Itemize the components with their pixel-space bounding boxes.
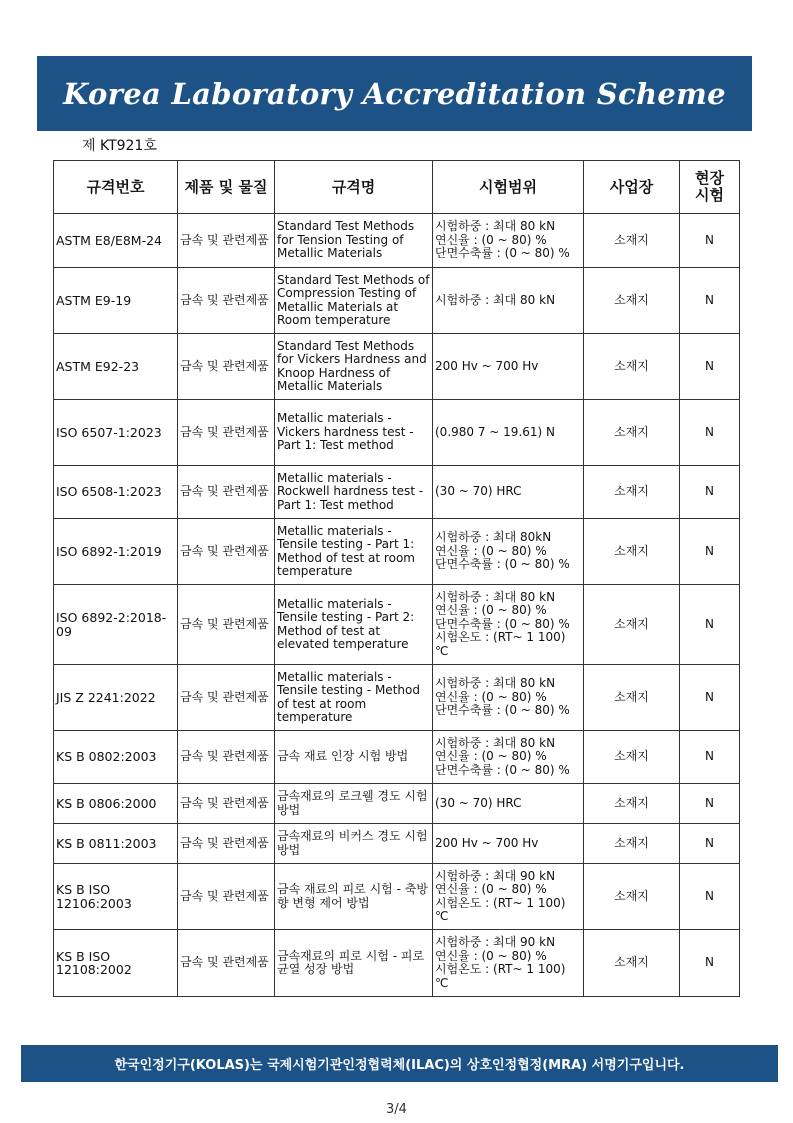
test-range-cell: 시험하중 : 최대 80kN 연신율 : (0 ~ 80) % 단면수축률 : (0 ~ 80) % (433, 519, 584, 585)
site-cell: 소재지 (584, 519, 680, 585)
standard-name-cell: Standard Test Methods of Compression Testing of Metallic Materials at Room temperature (275, 268, 433, 334)
product-cell: 금속 및 관련제품 (178, 930, 275, 997)
product-cell: 금속 및 관련제품 (178, 268, 275, 334)
test-range-cell: (30 ~ 70) HRC (433, 784, 584, 824)
table-row (54, 784, 740, 824)
standard-name-cell: Standard Test Methods for Vickers Hardness and Knoop Hardness of Metallic Materials (275, 334, 433, 400)
table-row (54, 268, 740, 334)
field-test-cell: N (680, 864, 740, 930)
product-cell: 금속 및 관련제품 (178, 334, 275, 400)
product-cell: 금속 및 관련제품 (178, 400, 275, 466)
table-row (54, 334, 740, 400)
product-cell: 금속 및 관련제품 (178, 466, 275, 519)
field-test-cell: N (680, 334, 740, 400)
standard-number-cell: KS B ISO 12108:2002 (54, 930, 178, 997)
column-header: 규격번호 (54, 161, 178, 214)
test-range-cell: 200 Hv ~ 700 Hv (433, 824, 584, 864)
test-range-cell: 200 Hv ~ 700 Hv (433, 334, 584, 400)
header-banner (37, 56, 752, 131)
site-cell: 소재지 (584, 731, 680, 784)
standard-number-cell: JIS Z 2241:2022 (54, 665, 178, 731)
standard-name-cell: Standard Test Methods for Tension Testing of Metallic Materials (275, 214, 433, 268)
field-test-cell: N (680, 400, 740, 466)
field-test-cell: N (680, 665, 740, 731)
footer-band (21, 1045, 778, 1082)
banner-title: Korea Laboratory Accreditation Scheme (63, 76, 726, 111)
product-cell: 금속 및 관련제품 (178, 214, 275, 268)
site-cell: 소재지 (584, 268, 680, 334)
standard-name-cell: 금속 재료 인장 시험 방법 (275, 731, 433, 784)
standard-name-cell: Metallic materials - Vickers hardness test - Part 1: Test method (275, 400, 433, 466)
standard-name-cell: Metallic materials - Tensile testing - Part 1: Method of test at room temperature (275, 519, 433, 585)
site-cell: 소재지 (584, 400, 680, 466)
standard-name-cell: 금속 재료의 피로 시험 - 축방향 변형 제어 방법 (275, 864, 433, 930)
standard-number-cell: KS B 0806:2000 (54, 784, 178, 824)
table-row (54, 731, 740, 784)
field-test-cell: N (680, 930, 740, 997)
product-cell: 금속 및 관련제품 (178, 519, 275, 585)
standard-name-cell: 금속재료의 비커스 경도 시험 방법 (275, 824, 433, 864)
test-range-cell: 시험하중 : 최대 80 kN 연신율 : (0 ~ 80) % 단면수축률 : (0 ~ 80) % (433, 731, 584, 784)
field-test-cell: N (680, 824, 740, 864)
column-header: 현장 시험 (680, 161, 740, 214)
table-row (54, 585, 740, 665)
standard-name-cell: Metallic materials - Rockwell hardness test - Part 1: Test method (275, 466, 433, 519)
test-range-cell: 시험하중 : 최대 80 kN 연신율 : (0 ~ 80) % 단면수축률 : (0 ~ 80) % 시험온도 : (RT~ 1 100) ℃ (433, 585, 584, 665)
product-cell: 금속 및 관련제품 (178, 824, 275, 864)
standard-number-cell: ASTM E92-23 (54, 334, 178, 400)
standard-number-cell: KS B 0802:2003 (54, 731, 178, 784)
field-test-cell: N (680, 784, 740, 824)
table-row (54, 930, 740, 997)
table-row (54, 665, 740, 731)
product-cell: 금속 및 관련제품 (178, 784, 275, 824)
table-row (54, 400, 740, 466)
site-cell: 소재지 (584, 784, 680, 824)
site-cell: 소재지 (584, 665, 680, 731)
standard-name-cell: 금속재료의 로크웰 경도 시험 방법 (275, 784, 433, 824)
standard-name-cell: Metallic materials - Tensile testing - Part 2: Method of test at elevated temperature (275, 585, 433, 665)
standard-number-cell: KS B ISO 12106:2003 (54, 864, 178, 930)
table-header-row (54, 161, 740, 214)
test-range-cell: 시험하중 : 최대 90 kN 연신율 : (0 ~ 80) % 시험온도 : (RT~ 1 100) ℃ (433, 930, 584, 997)
site-cell: 소재지 (584, 214, 680, 268)
site-cell: 소재지 (584, 585, 680, 665)
site-cell: 소재지 (584, 334, 680, 400)
product-cell: 금속 및 관련제품 (178, 665, 275, 731)
site-cell: 소재지 (584, 864, 680, 930)
column-header: 사업장 (584, 161, 680, 214)
certificate-number: 제 KT921호 (82, 138, 157, 154)
field-test-cell: N (680, 268, 740, 334)
product-cell: 금속 및 관련제품 (178, 864, 275, 930)
table-row (54, 466, 740, 519)
field-test-cell: N (680, 214, 740, 268)
product-cell: 금속 및 관련제품 (178, 731, 275, 784)
standard-name-cell: 금속재료의 피로 시험 - 피로 균열 성장 방법 (275, 930, 433, 997)
column-header: 규격명 (275, 161, 433, 214)
table-row (54, 519, 740, 585)
table-row (54, 864, 740, 930)
standard-number-cell: ASTM E9-19 (54, 268, 178, 334)
standard-number-cell: ASTM E8/E8M-24 (54, 214, 178, 268)
test-range-cell: (30 ~ 70) HRC (433, 466, 584, 519)
test-range-cell: 시험하중 : 최대 90 kN 연신율 : (0 ~ 80) % 시험온도 : (RT~ 1 100) ℃ (433, 864, 584, 930)
field-test-cell: N (680, 585, 740, 665)
table-row (54, 824, 740, 864)
test-range-cell: 시험하중 : 최대 80 kN 연신율 : (0 ~ 80) % 단면수축률 : (0 ~ 80) % (433, 214, 584, 268)
standard-name-cell: Metallic materials - Tensile testing - Method of test at room temperature (275, 665, 433, 731)
mra-statement: 한국인정기구(KOLAS)는 국제시험기관인정협력체(ILAC)의 상호인정협정(MRA) 서명기구입니다. (114, 1058, 685, 1073)
product-cell: 금속 및 관련제품 (178, 585, 275, 665)
field-test-cell: N (680, 466, 740, 519)
column-header: 제품 및 물질 (178, 161, 275, 214)
field-test-cell: N (680, 519, 740, 585)
standard-number-cell: ISO 6508-1:2023 (54, 466, 178, 519)
site-cell: 소재지 (584, 824, 680, 864)
table-row (54, 214, 740, 268)
test-range-cell: (0.980 7 ~ 19.61) N (433, 400, 584, 466)
standard-number-cell: ISO 6507-1:2023 (54, 400, 178, 466)
field-test-cell: N (680, 731, 740, 784)
page-number: 3/4 (386, 1102, 407, 1117)
standard-number-cell: KS B 0811:2003 (54, 824, 178, 864)
standard-number-cell: ISO 6892-2:2018-09 (54, 585, 178, 665)
test-range-cell: 시험하중 : 최대 80 kN (433, 268, 584, 334)
site-cell: 소재지 (584, 466, 680, 519)
site-cell: 소재지 (584, 930, 680, 997)
accreditation-table (53, 160, 740, 997)
test-range-cell: 시험하중 : 최대 80 kN 연신율 : (0 ~ 80) % 단면수축률 : (0 ~ 80) % (433, 665, 584, 731)
standard-number-cell: ISO 6892-1:2019 (54, 519, 178, 585)
column-header: 시험범위 (433, 161, 584, 214)
